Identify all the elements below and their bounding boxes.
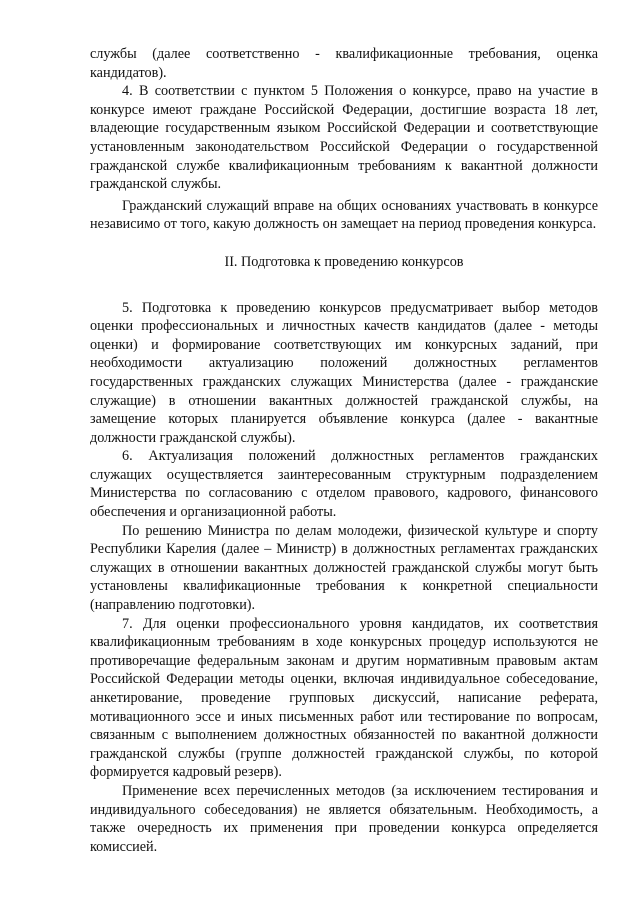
paragraph-item-6: 6. Актуализация положений должностных регламентов гражданских служащих осуществляется заинтересованным структурным подразделением Министерства по согласованию с отделом правового, кадрового, финансового обеспечения и организационной работы. <box>90 448 598 521</box>
paragraph-methods-application: Применение всех перечисленных методов (за исключением тестирования и индивидуального собеседования) не является обязательным. Необходимость, а также очередность их применения при проведении конкурса определяется комиссией. <box>90 782 598 855</box>
paragraph-item-5: 5. Подготовка к проведению конкурсов предусматривает выбор методов оценки профессиональных и личностных качеств кандидатов (далее - методы оценки) и формирование соответствующих им конкурсных заданий, при необходимости актуализацию положений должностных регламентов государственных гражданских служащих Министерства (далее - гражданские служащие) в отношении вакантных должностей гражданской службы, на замещение которых планируется объявление конкурса (далее - вакантные должности гражданской службы). <box>90 299 598 446</box>
paragraph-civil-servant-right: Гражданский служащий вправе на общих основаниях участвовать в конкурсе независимо от того, какую должность он замещает на период проведения конкурса. <box>90 197 598 233</box>
document-body <box>90 45 598 856</box>
paragraph-continuation: службы (далее соответственно - квалификационные требования, оценка кандидатов). <box>90 46 598 81</box>
paragraph-item-7: 7. Для оценки профессионального уровня кандидатов, их соответствия квалификационным требованиям в ходе конкурсных процедур используются не противоречащие федеральным законам и другим нормативным правовым актам Российской Федерации методы оценки, включая индивидуальное собеседование, анкетирование, проведение групповых дискуссий, написание реферата, мотивационного эссе и иных письменных работ или тестирование по вопросам, связанным с выполнением должностных обязанностей по вакантной должности гражданской службы (группе должностей гражданской службы, по которой формируется кадровый резерв). <box>90 615 598 781</box>
paragraph-minister-decision: По решению Министра по делам молодежи, физической культуре и спорту Республики Карелия (далее – Министр) в должностных регламентах гражданских служащих в отношении вакантных должностей гражданской службы могут быть установлены квалификационные требования к конкретной специальности (направлению подготовки). <box>90 522 598 614</box>
paragraph-item-4: 4. В соответствии с пунктом 5 Положения о конкурсе, право на участие в конкурсе имеют граждане Российской Федерации, достигшие возраста 18 лет, владеющие государственным языком Российской Федерации и соответствующие установленным законодательством Российской Федерации о государственной гражданской службе квалификационным требованиям к вакантной должности гражданской службы. <box>90 83 598 193</box>
section-heading: II. Подготовка к проведению конкурсов <box>224 253 464 270</box>
